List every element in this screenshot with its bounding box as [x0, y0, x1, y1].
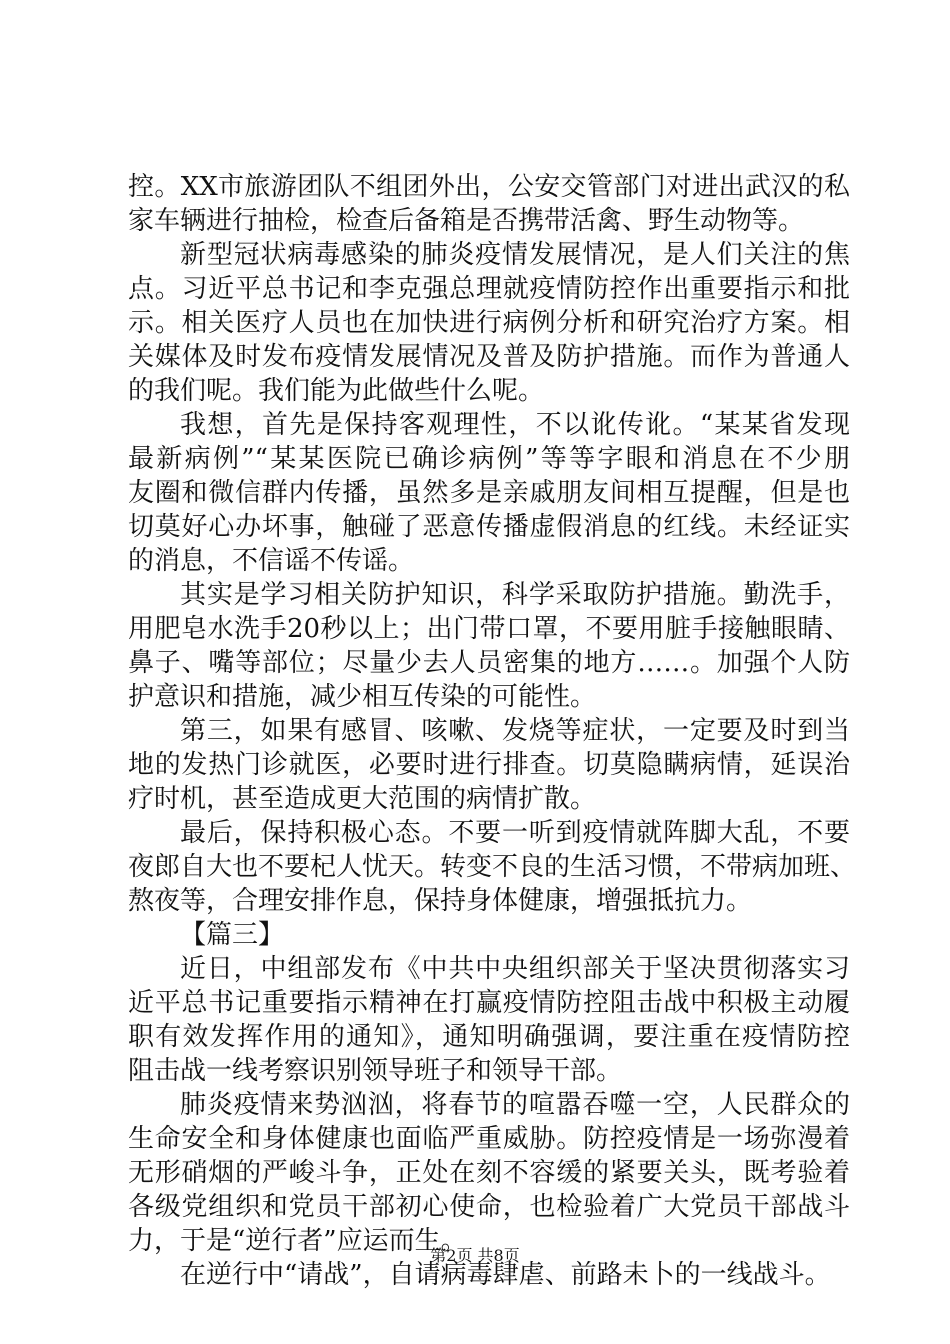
text-line: 最后，保持积极心态。不要一听到疫情就阵脚大乱，不要 — [180, 818, 850, 848]
text-line: 力，于是“逆行者”应运而生。 — [128, 1226, 467, 1256]
text-line: 的消息，不信谣不传谣。 — [128, 546, 415, 576]
text-line: 疗时机，甚至造成更大范围的病情扩散。 — [128, 784, 597, 814]
text-line: 示。相关医疗人员也在加快进行病例分析和研究治疗方案。相 — [128, 308, 850, 338]
text-line: 阻击战一线考察识别领导班子和领导干部。 — [128, 1056, 623, 1086]
text-line: 最新病例”“某某医院已确诊病例”等等字眼和消息在不少朋 — [128, 444, 850, 474]
text-line: 各级党组织和党员干部初心使命，也检验着广大党员干部战斗 — [128, 1192, 850, 1222]
text-line: 我想，首先是保持客观理性，不以讹传讹。“某某省发现 — [180, 410, 850, 440]
text-line: 无形硝烟的严峻斗争，正处在刻不容缓的紧要关头，既考验着 — [128, 1158, 850, 1188]
text-line: 【篇三】 — [180, 920, 285, 950]
document-body — [128, 170, 857, 1292]
text-line: 友圈和微信群内传播，虽然多是亲戚朋友间相互提醒，但是也 — [128, 478, 850, 508]
text-line: 鼻子、嘴等部位；尽量少去人员密集的地方……。加强个人防 — [128, 648, 850, 678]
text-line: 切莫好心办坏事，触碰了恶意传播虚假消息的红线。未经证实 — [128, 512, 850, 542]
text-line: 点。习近平总书记和李克强总理就疫情防控作出重要指示和批 — [128, 274, 850, 304]
text-line: 夜郎自大也不要杞人忧天。转变不良的生活习惯，不带病加班、 — [128, 852, 857, 882]
text-line: 其实是学习相关防护知识，科学采取防护措施。勤洗手， — [180, 580, 850, 610]
text-line: 控。XX市旅游团队不组团外出，公安交管部门对进出武汉的私 — [128, 172, 850, 202]
text-line: 熬夜等，合理安排作息，保持身体健康，增强抵抗力。 — [128, 886, 753, 916]
page-footer: 第2页 共8页 — [430, 1246, 520, 1265]
text-line: 的我们呢。我们能为此做些什么呢。 — [128, 376, 545, 406]
text-line: 生命安全和身体健康也面临严重威胁。防控疫情是一场弥漫着 — [128, 1124, 850, 1154]
text-line: 家车辆进行抽检，检查后备箱是否携带活禽、野生动物等。 — [128, 206, 805, 236]
text-line: 在逆行中“请战”，自请病毒肆虐、前路未卜的一线战斗。 — [180, 1260, 831, 1290]
text-line: 护意识和措施，减少相互传染的可能性。 — [128, 682, 597, 712]
text-line: 第三，如果有感冒、咳嗽、发烧等症状，一定要及时到当 — [180, 716, 850, 746]
text-line: 职有效发挥作用的通知》，通知明确强调，要注重在疫情防控 — [128, 1022, 850, 1052]
text-line: 肺炎疫情来势汹汹，将春节的喧嚣吞噬一空，人民群众的 — [180, 1090, 850, 1120]
text-line: 近平总书记重要指示精神在打赢疫情防控阻击战中积极主动履 — [128, 988, 850, 1018]
text-line: 近日，中组部发布《中共中央组织部关于坚决贯彻落实习 — [180, 954, 850, 984]
text-line: 关媒体及时发布疫情发展情况及普及防护措施。而作为普通人 — [128, 342, 850, 372]
text-line: 新型冠状病毒感染的肺炎疫情发展情况，是人们关注的焦 — [180, 240, 850, 270]
text-line: 用肥皂水洗手20秒以上；出门带口罩，不要用脏手接触眼睛、 — [128, 614, 850, 644]
text-line: 地的发热门诊就医，必要时进行排查。切莫隐瞒病情，延误治 — [128, 750, 850, 780]
